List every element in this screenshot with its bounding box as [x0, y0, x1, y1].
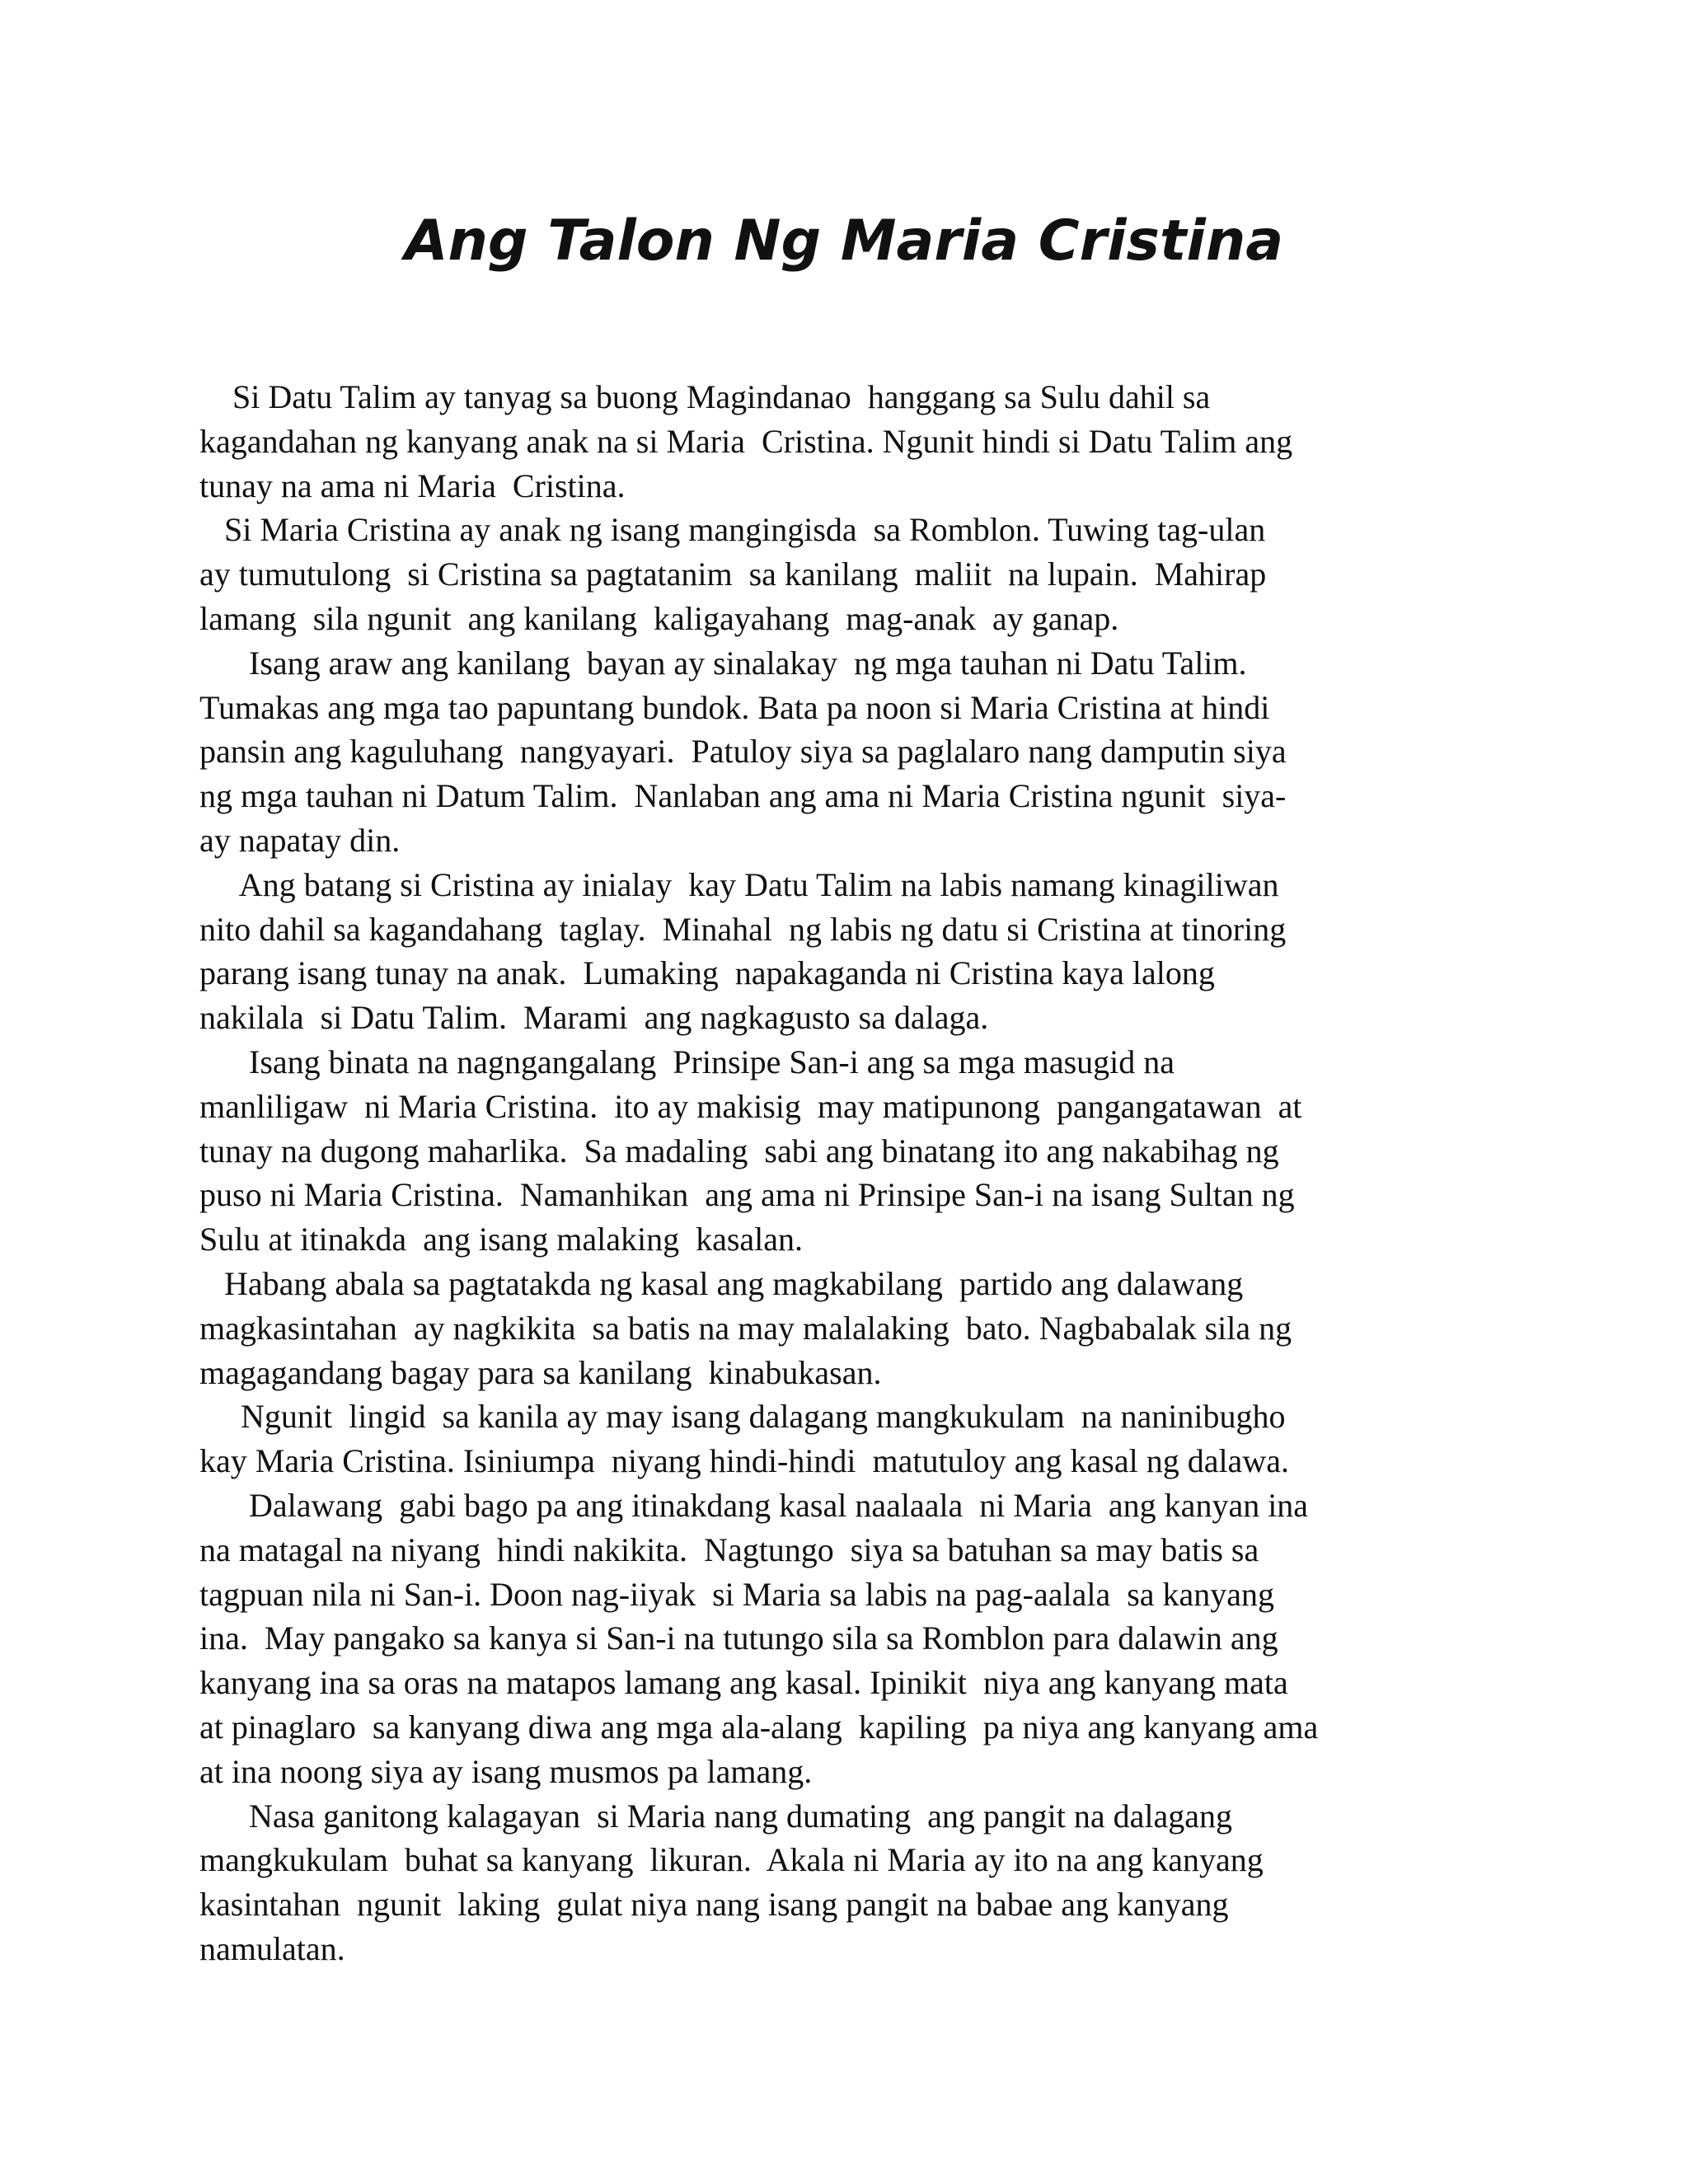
text-line: namulatan.: [199, 1929, 345, 1967]
text-line: Dalawang gabi bago pa ang itinakdang kasal naalaala ni Maria ang kanyan ina: [199, 1486, 1309, 1524]
text-line: Ang batang si Cristina ay inialay kay Datu Talim na labis namang kinagiliwan: [199, 865, 1279, 903]
text-line: at ina noong siya ay isang musmos pa lamang.: [199, 1752, 813, 1790]
text-line: tagpuan nila ni San-i. Doon nag-iiyak si Maria sa labis na pag-aalala sa kanyang: [199, 1575, 1275, 1613]
text-line: magagandang bagay para sa kanilang kinabukasan.: [199, 1353, 882, 1391]
text-line: ng mga tauhan ni Datum Talim. Nanlaban ang ama ni Maria Cristina ngunit siya-: [199, 777, 1287, 815]
text-line: kay Maria Cristina. Isiniumpa niyang hindi-hindi matutuloy ang kasal ng dalawa.: [199, 1442, 1289, 1480]
text-line: ina. May pangako sa kanya si San-i na tutungo sila sa Romblon para dalawin ang: [199, 1619, 1278, 1657]
text-line: Ngunit lingid sa kanila ay may isang dalagang mangkukulam na naninibugho: [199, 1398, 1286, 1436]
text-line: pansin ang kaguluhang nangyayari. Patuloy siya sa paglalaro nang damputin siya: [199, 733, 1287, 771]
text-line: puso ni Maria Cristina. Namanhikan ang ama ni Prinsipe San-i na isang Sultan ng: [199, 1176, 1295, 1214]
text-line: tunay na ama ni Maria Cristina.: [199, 466, 626, 504]
text-line: lamang sila ngunit ang kanilang kaligayahang mag-anak ay ganap.: [199, 599, 1119, 637]
text-line: kanyang ina sa oras na matapos lamang ang kasal. Ipinikit niya ang kanyang mata: [199, 1664, 1288, 1702]
document-title: Ang Talon Ng Maria Cristina: [404, 209, 1284, 274]
text-line: mangkukulam buhat sa kanyang likuran. Akala ni Maria ay ito na ang kanyang: [199, 1841, 1264, 1879]
text-line: magkasintahan ay nagkikita sa batis na may malalaking bato. Nagbabalak sila ng: [199, 1309, 1292, 1347]
text-line: nakilala si Datu Talim. Marami ang nagkagusto sa dalaga.: [199, 999, 989, 1037]
text-line: manliligaw ni Maria Cristina. ito ay makisig may matipunong pangangatawan at: [199, 1087, 1302, 1125]
text-line: Isang araw ang kanilang bayan ay sinalakay ng mga tauhan ni Datu Talim.: [199, 644, 1247, 682]
text-line: nito dahil sa kagandahang taglay. Minahal ng labis ng datu si Cristina at tinoring: [199, 910, 1287, 948]
text-line: Tumakas ang mga tao papuntang bundok. Bata pa noon si Maria Cristina at hindi: [199, 688, 1270, 726]
text-line: tunay na dugong maharlika. Sa madaling sabi ang binatang ito ang nakabihag ng: [199, 1132, 1279, 1169]
text-line: ay tumutulong si Cristina sa pagtatanim sa kanilang maliit na lupain. Mahirap: [199, 555, 1267, 593]
text-line: Si Datu Talim ay tanyag sa buong Magindanao hanggang sa Sulu dahil sa: [199, 378, 1211, 415]
text-line: Sulu at itinakda ang isang malaking kasalan.: [199, 1221, 804, 1258]
text-line: kasintahan ngunit laking gulat niya nang isang pangit na babae ang kanyang: [199, 1886, 1229, 1924]
text-line: na matagal na niyang hindi nakikita. Nagtungo siya sa batuhan sa may batis sa: [199, 1530, 1259, 1568]
text-line: Isang binata na nagngangalang Prinsipe San-i ang sa mga masugid na: [199, 1043, 1175, 1080]
text-line: kagandahan ng kanyang anak na si Maria Cristina. Ngunit hindi si Datu Talim ang: [199, 422, 1293, 460]
text-line: Habang abala sa pagtatakda ng kasal ang magkabilang partido ang dalawang: [199, 1264, 1244, 1302]
story-body: [199, 375, 1493, 1971]
text-line: Nasa ganitong kalagayan si Maria nang dumating ang pangit na dalagang: [199, 1797, 1232, 1835]
text-line: ay napatay din.: [199, 821, 401, 859]
text-line: parang isang tunay na anak. Lumaking napakaganda ni Cristina kaya lalong: [199, 954, 1215, 992]
text-line: Si Maria Cristina ay anak ng isang mangingisda sa Romblon. Tuwing tag-ulan: [199, 511, 1266, 549]
text-line: at pinaglaro sa kanyang diwa ang mga ala-alang kapiling pa niya ang kanyang ama: [199, 1708, 1319, 1746]
